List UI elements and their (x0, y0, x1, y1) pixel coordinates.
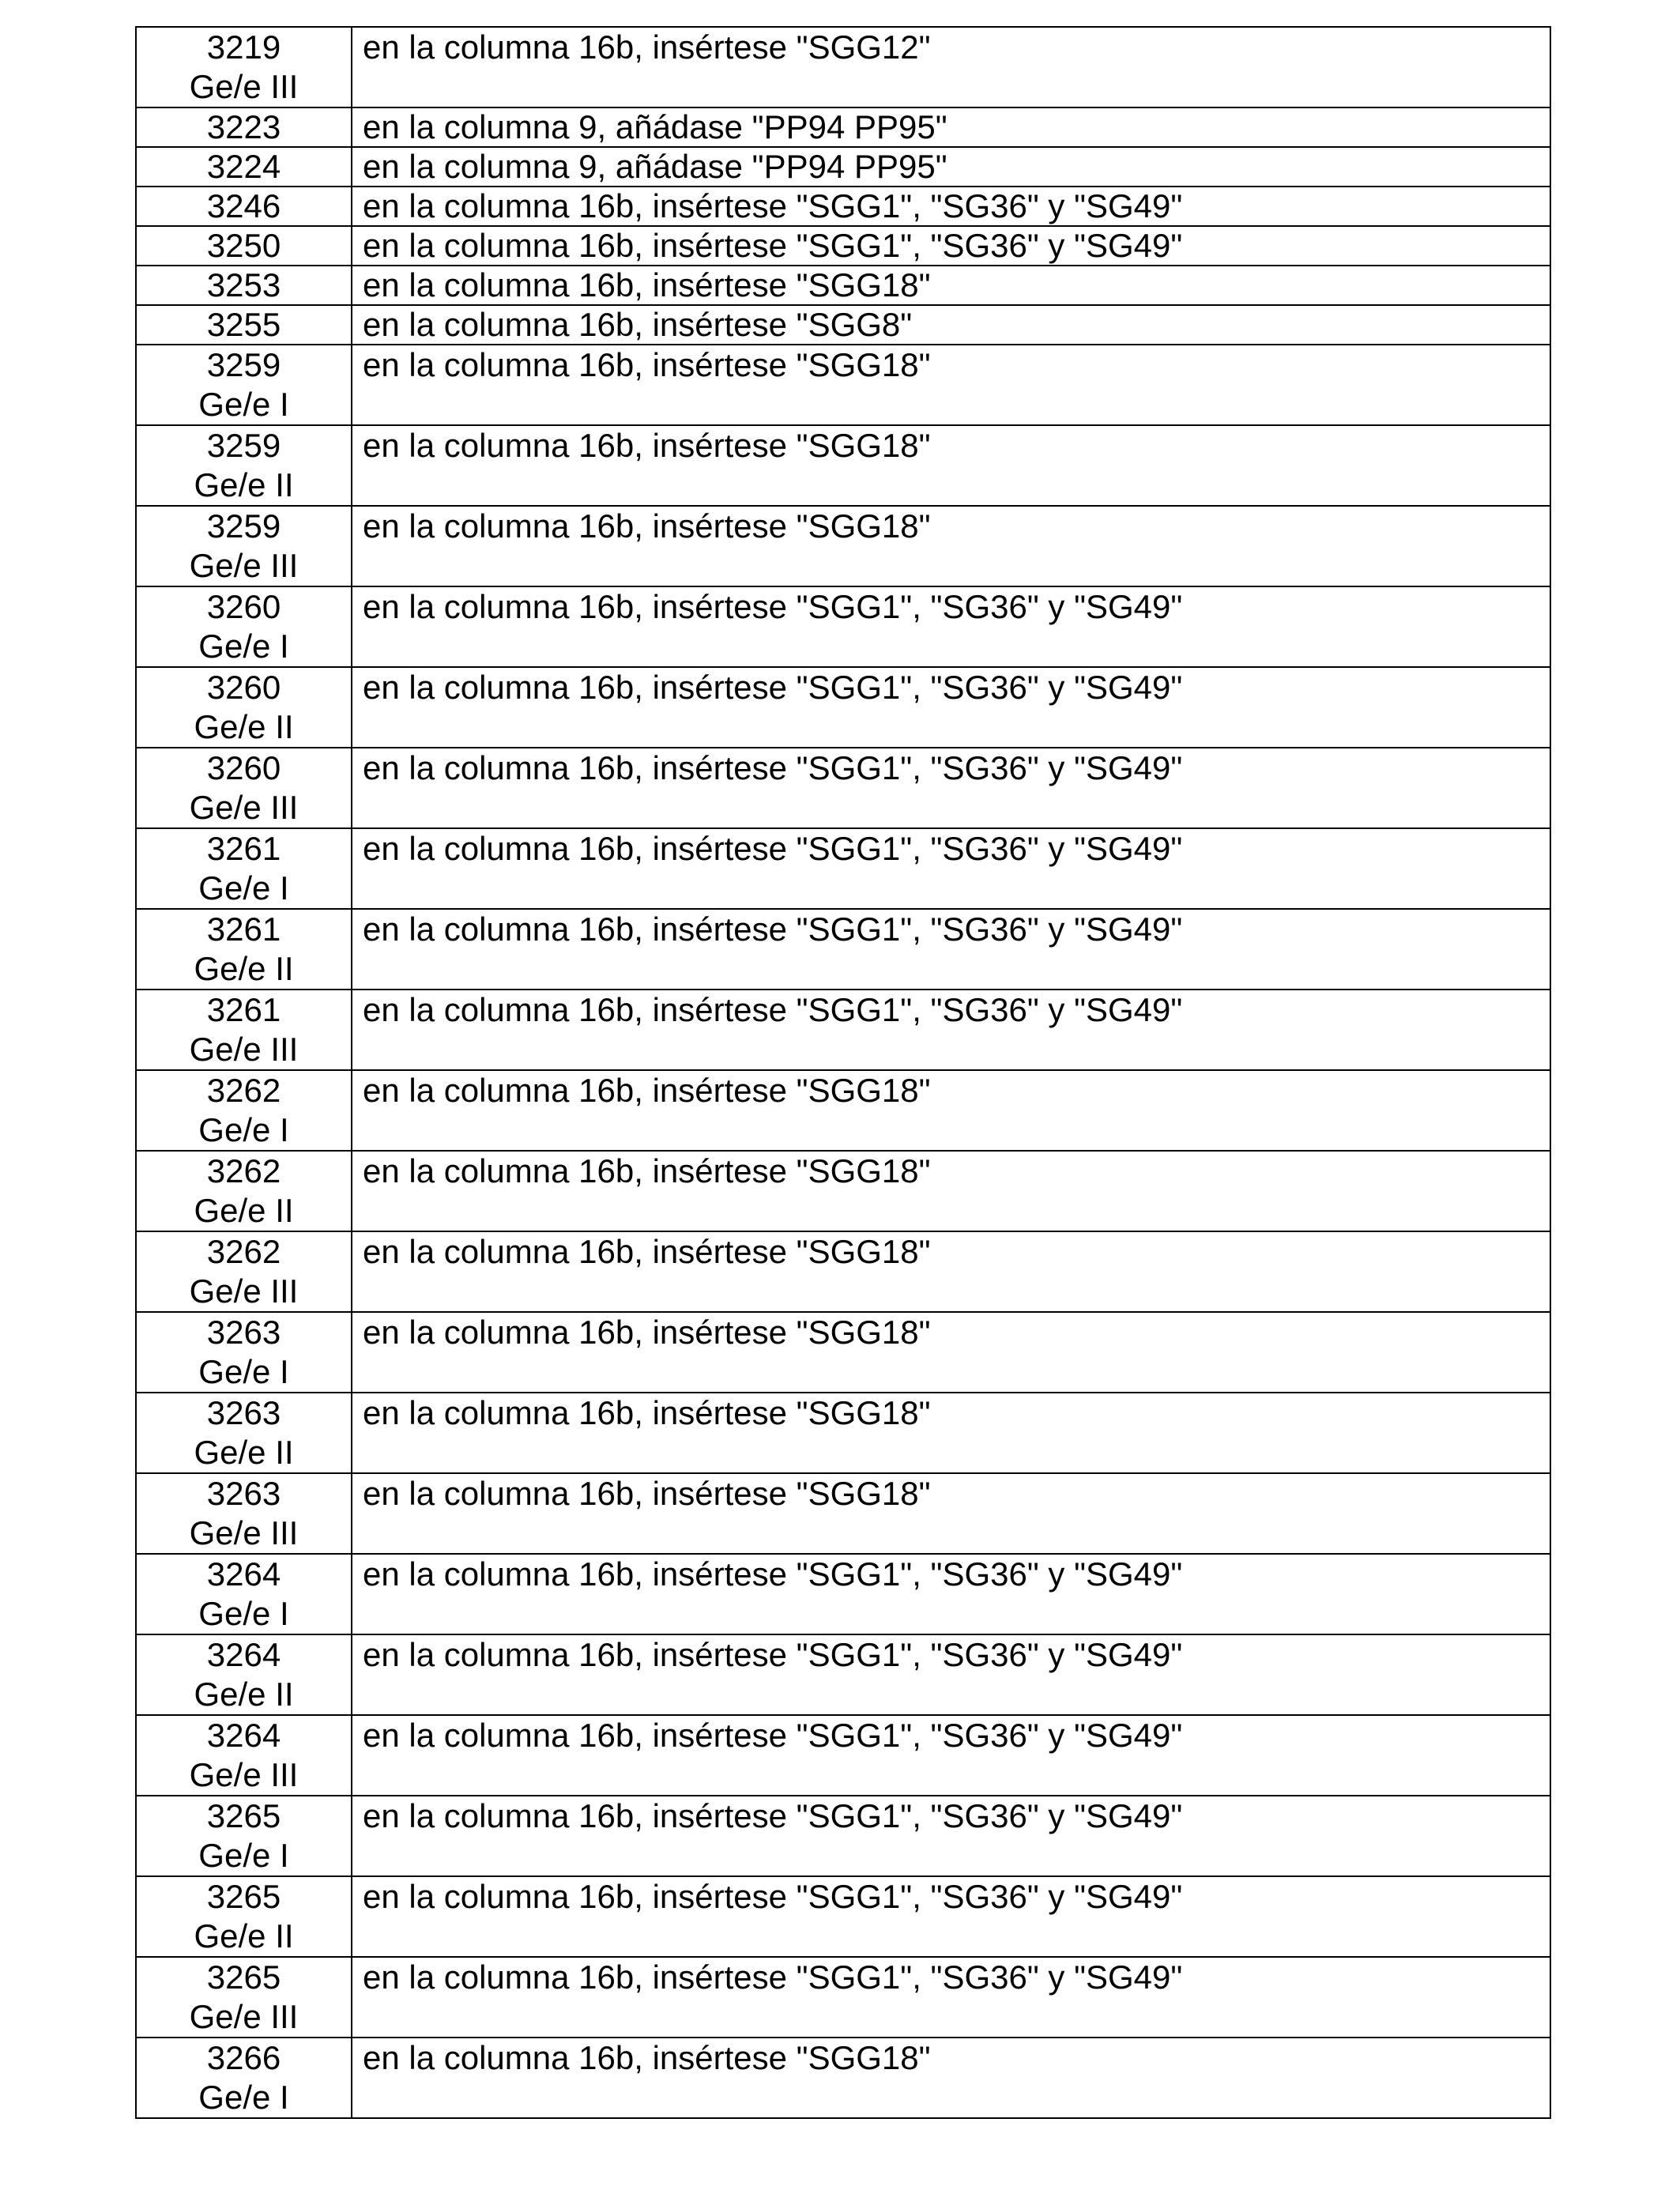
un-number-cell (136, 147, 352, 187)
packing-group: Ge/e II (194, 1192, 294, 1229)
un-number: 3265 (206, 1797, 281, 1834)
un-number: 3265 (206, 1958, 281, 1996)
un-number-cell (136, 1473, 352, 1554)
un-number: 3250 (206, 227, 281, 264)
packing-group: Ge/e III (189, 789, 299, 826)
table-row (136, 345, 1550, 425)
table-row (136, 1393, 1550, 1473)
amendment-text: en la columna 9, añádase "PP94 PP95" (363, 148, 947, 185)
un-number-cell (136, 1634, 352, 1715)
amendment-text-cell (352, 187, 1550, 226)
un-number-cell (136, 1957, 352, 2038)
amendment-text-cell (352, 990, 1550, 1070)
un-number-cell (136, 425, 352, 506)
amendment-text-cell (352, 1876, 1550, 1957)
table-row (136, 1554, 1550, 1634)
un-number-cell (136, 1876, 352, 1957)
un-number-cell (136, 1393, 352, 1473)
un-number: 3263 (206, 1314, 281, 1351)
un-number-cell (136, 266, 352, 305)
amendment-text-cell (352, 748, 1550, 828)
table-row (136, 828, 1550, 909)
packing-group: Ge/e II (194, 1917, 294, 1955)
amendment-text-cell (352, 1957, 1550, 2038)
packing-group: Ge/e III (189, 68, 299, 105)
un-number: 3260 (206, 588, 281, 625)
packing-group: Ge/e III (189, 1998, 299, 2035)
amendment-text-cell (352, 1312, 1550, 1393)
table-row (136, 1715, 1550, 1796)
packing-group: Ge/e I (198, 628, 289, 665)
table-row (136, 990, 1550, 1070)
packing-group: Ge/e III (189, 1272, 299, 1310)
amendment-text: en la columna 16b, insértese "SGG1", "SG36" y "SG49" (363, 830, 1183, 867)
amendments-table-body (136, 27, 1550, 2118)
table-row (136, 1231, 1550, 1312)
amendment-text-cell (352, 266, 1550, 305)
amendment-text: en la columna 16b, insértese "SGG18" (363, 1152, 931, 1189)
amendment-text-cell (352, 2038, 1550, 2118)
table-row (136, 1312, 1550, 1393)
un-number: 3253 (206, 266, 281, 303)
table-row (136, 506, 1550, 586)
amendment-text-cell (352, 667, 1550, 748)
table-row (136, 1796, 1550, 1876)
packing-group: Ge/e III (189, 1031, 299, 1068)
un-number-cell (136, 667, 352, 748)
un-number-cell (136, 506, 352, 586)
table-row (136, 226, 1550, 266)
table-row (136, 1473, 1550, 1554)
un-number: 3263 (206, 1394, 281, 1431)
packing-group: Ge/e III (189, 547, 299, 584)
un-number: 3261 (206, 991, 281, 1028)
un-number: 3265 (206, 1878, 281, 1915)
table-row (136, 305, 1550, 345)
un-number: 3266 (206, 2039, 281, 2076)
amendment-text: en la columna 16b, insértese "SGG1", "SG36" y "SG49" (363, 187, 1183, 224)
un-number-cell (136, 1151, 352, 1231)
table-row (136, 266, 1550, 305)
amendment-text-cell (352, 1393, 1550, 1473)
table-row (136, 187, 1550, 226)
un-number-cell (136, 305, 352, 345)
table-row (136, 748, 1550, 828)
amendment-text-cell (352, 27, 1550, 107)
table-row (136, 1634, 1550, 1715)
un-number: 3262 (206, 1233, 281, 1270)
amendment-text-cell (352, 1554, 1550, 1634)
packing-group: Ge/e II (194, 1434, 294, 1471)
amendment-text: en la columna 16b, insértese "SGG18" (363, 346, 931, 383)
packing-group: Ge/e III (189, 1514, 299, 1551)
un-number: 3261 (206, 830, 281, 867)
amendments-table (135, 26, 1551, 2119)
un-number-cell (136, 1231, 352, 1312)
amendment-text: en la columna 16b, insértese "SGG1", "SG36" y "SG49" (363, 1797, 1183, 1834)
un-number: 3259 (206, 507, 281, 545)
amendment-text-cell (352, 1715, 1550, 1796)
amendment-text: en la columna 16b, insértese "SGG18" (363, 1314, 931, 1351)
table-row (136, 147, 1550, 187)
un-number-cell (136, 187, 352, 226)
amendment-text: en la columna 16b, insértese "SGG18" (363, 266, 931, 303)
un-number: 3264 (206, 1636, 281, 1673)
un-number: 3255 (206, 306, 281, 343)
amendment-text-cell (352, 1151, 1550, 1231)
un-number-cell (136, 1715, 352, 1796)
amendment-text: en la columna 16b, insértese "SGG1", "SG36" y "SG49" (363, 1717, 1183, 1754)
un-number: 3263 (206, 1475, 281, 1512)
amendment-text-cell (352, 1070, 1550, 1151)
amendment-text: en la columna 16b, insértese "SGG1", "SG36" y "SG49" (363, 910, 1183, 948)
packing-group: Ge/e I (198, 1111, 289, 1148)
table-row (136, 1876, 1550, 1957)
un-number: 3224 (206, 148, 281, 185)
table-row (136, 27, 1550, 107)
amendment-text: en la columna 16b, insértese "SGG1", "SG36" y "SG49" (363, 227, 1183, 264)
amendment-text: en la columna 16b, insértese "SGG18" (363, 1394, 931, 1431)
amendment-text: en la columna 16b, insértese "SGG18" (363, 1475, 931, 1512)
un-number: 3259 (206, 346, 281, 383)
un-number: 3261 (206, 910, 281, 948)
un-number-cell (136, 586, 352, 667)
un-number: 3264 (206, 1717, 281, 1754)
un-number-cell (136, 1312, 352, 1393)
amendment-text: en la columna 16b, insértese "SGG1", "SG36" y "SG49" (363, 1636, 1183, 1673)
un-number: 3262 (206, 1152, 281, 1189)
un-number-cell (136, 107, 352, 147)
un-number-cell (136, 226, 352, 266)
un-number: 3260 (206, 669, 281, 706)
amendment-text-cell (352, 305, 1550, 345)
un-number: 3260 (206, 749, 281, 786)
packing-group: Ge/e II (194, 1676, 294, 1713)
packing-group: Ge/e I (198, 1837, 289, 1874)
amendment-text: en la columna 16b, insértese "SGG1", "SG36" y "SG49" (363, 749, 1183, 786)
table-row (136, 586, 1550, 667)
amendment-text-cell (352, 425, 1550, 506)
amendment-text-cell (352, 909, 1550, 990)
packing-group: Ge/e II (194, 466, 294, 503)
amendment-text-cell (352, 828, 1550, 909)
amendment-text-cell (352, 506, 1550, 586)
amendment-text-cell (352, 1231, 1550, 1312)
amendment-text: en la columna 16b, insértese "SGG1", "SG36" y "SG49" (363, 588, 1183, 625)
packing-group: Ge/e I (198, 1353, 289, 1390)
amendment-text-cell (352, 226, 1550, 266)
amendment-text-cell (352, 147, 1550, 187)
un-number-cell (136, 345, 352, 425)
un-number: 3246 (206, 187, 281, 224)
packing-group: Ge/e I (198, 1595, 289, 1632)
amendment-text-cell (352, 1796, 1550, 1876)
un-number-cell (136, 1070, 352, 1151)
amendment-text: en la columna 16b, insértese "SGG18" (363, 427, 931, 464)
packing-group: Ge/e III (189, 1756, 299, 1793)
table-row (136, 425, 1550, 506)
table-row (136, 107, 1550, 147)
amendment-text: en la columna 16b, insértese "SGG1", "SG36" y "SG49" (363, 1878, 1183, 1915)
amendment-text-cell (352, 586, 1550, 667)
un-number-cell (136, 828, 352, 909)
amendment-text: en la columna 16b, insértese "SGG18" (363, 507, 931, 545)
packing-group: Ge/e I (198, 2079, 289, 2116)
amendment-text: en la columna 16b, insértese "SGG1", "SG36" y "SG49" (363, 669, 1183, 706)
amendment-text-cell (352, 107, 1550, 147)
packing-group: Ge/e I (198, 386, 289, 423)
amendment-text: en la columna 16b, insértese "SGG1", "SG36" y "SG49" (363, 1958, 1183, 1996)
packing-group: Ge/e II (194, 950, 294, 987)
un-number-cell (136, 1796, 352, 1876)
un-number-cell (136, 990, 352, 1070)
table-row (136, 1957, 1550, 2038)
amendment-text: en la columna 16b, insértese "SGG18" (363, 1233, 931, 1270)
un-number-cell (136, 1554, 352, 1634)
un-number: 3264 (206, 1555, 281, 1593)
un-number-cell (136, 2038, 352, 2118)
amendment-text: en la columna 16b, insértese "SGG1", "SG36" y "SG49" (363, 991, 1183, 1028)
table-row (136, 667, 1550, 748)
table-row (136, 1070, 1550, 1151)
packing-group: Ge/e I (198, 869, 289, 907)
table-row (136, 909, 1550, 990)
amendment-text: en la columna 16b, insértese "SGG1", "SG36" y "SG49" (363, 1555, 1183, 1593)
un-number: 3262 (206, 1072, 281, 1109)
table-row (136, 1151, 1550, 1231)
amendment-text: en la columna 16b, insértese "SGG18" (363, 1072, 931, 1109)
amendment-text: en la columna 16b, insértese "SGG12" (363, 28, 931, 66)
un-number-cell (136, 27, 352, 107)
un-number: 3223 (206, 108, 281, 145)
amendment-text: en la columna 16b, insértese "SGG18" (363, 2039, 931, 2076)
un-number-cell (136, 909, 352, 990)
amendment-text-cell (352, 345, 1550, 425)
un-number: 3259 (206, 427, 281, 464)
un-number: 3219 (206, 28, 281, 66)
un-number-cell (136, 748, 352, 828)
packing-group: Ge/e II (194, 708, 294, 745)
amendment-text-cell (352, 1634, 1550, 1715)
amendment-text: en la columna 9, añádase "PP94 PP95" (363, 108, 947, 145)
table-row (136, 2038, 1550, 2118)
amendment-text: en la columna 16b, insértese "SGG8" (363, 306, 913, 343)
amendment-text-cell (352, 1473, 1550, 1554)
